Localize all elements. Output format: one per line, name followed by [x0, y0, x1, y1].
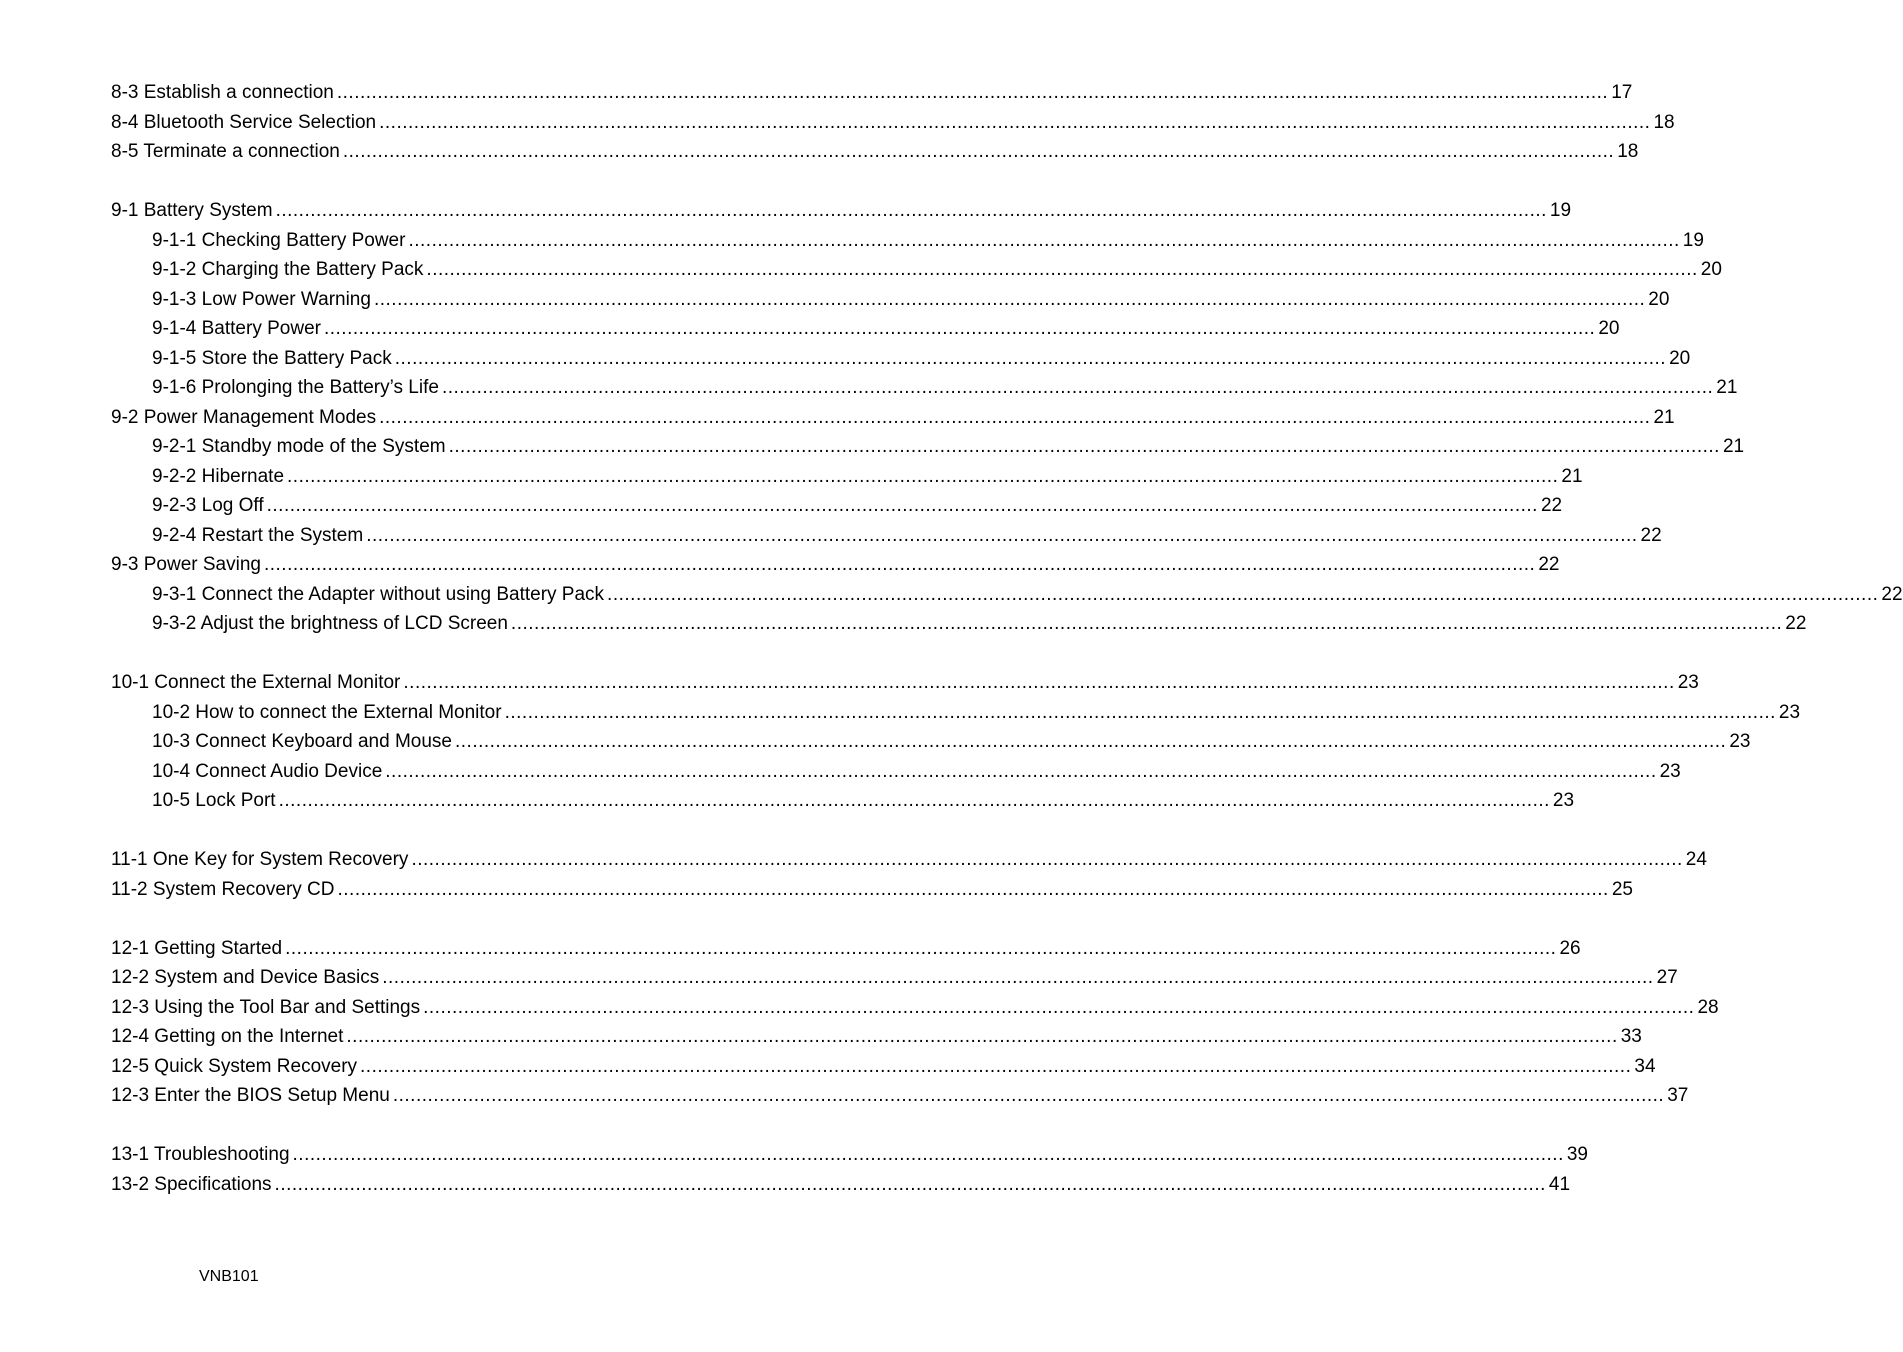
dot-leader: ............................................................................................................................................................................................................................ — [403, 672, 1675, 693]
toc-entry-page-number: 18 — [1653, 111, 1675, 133]
dot-leader: ............................................................................................................................................................................................................................ — [336, 82, 1609, 103]
dot-leader: ............................................................................................................................................................................................................................ — [392, 1085, 1665, 1106]
toc-entry-title: 8-4 Bluetooth Service Selection — [111, 111, 377, 133]
dot-leader: ............................................................................................................................................................................................................................ — [379, 406, 1651, 428]
dot-leader: ............................................................................................................................................................................................................................ — [346, 1026, 1618, 1047]
dot-leader: ............................................................................................................................................................................................................................ — [366, 524, 1638, 546]
toc-group — [111, 1140, 1588, 1199]
dot-leader: ............................................................................................................................................................................................................................ — [408, 229, 1680, 251]
toc-entry-page-number: 21 — [1653, 406, 1675, 428]
dot-leader: ............................................................................................................................................................................................................................ — [266, 495, 1538, 516]
toc-entry-page-number: 28 — [1697, 996, 1719, 1018]
toc-entry-title: 9-1-1 Checking Battery Power — [152, 229, 406, 251]
dot-leader: ............................................................................................................................................................................................................................ — [323, 318, 1596, 339]
toc-entry-page-number: 24 — [1685, 849, 1707, 870]
toc-entry-page-number: 18 — [1617, 141, 1639, 162]
toc-entry-page-number: 17 — [1611, 82, 1633, 103]
toc-entry-title: 12-5 Quick System Recovery — [111, 1055, 358, 1077]
toc-entry[interactable] — [111, 78, 1633, 108]
toc-entry-title: 9-2 Power Management Modes — [111, 406, 377, 428]
dot-leader: ............................................................................................................................................................................................................................ — [287, 465, 1559, 487]
dot-leader: ............................................................................................................................................................................................................................ — [448, 436, 1720, 457]
toc-entry-title: 9-1-4 Battery Power — [152, 318, 321, 339]
toc-group — [111, 668, 1801, 816]
toc-entry[interactable] — [111, 1081, 1689, 1111]
toc-entry-title: 10-4 Connect Audio Device — [152, 760, 383, 782]
toc-entry[interactable] — [111, 196, 1572, 226]
toc-entry-page-number: 20 — [1700, 259, 1722, 280]
toc-entry[interactable] — [111, 403, 1675, 433]
dot-leader: ............................................................................................................................................................................................................................ — [385, 760, 1657, 782]
toc-entry[interactable] — [111, 1052, 1656, 1082]
toc-entry-page-number: 22 — [1538, 554, 1560, 575]
toc-entry-title: 11-1 One Key for System Recovery — [111, 849, 409, 870]
dot-leader: ............................................................................................................................................................................................................................ — [382, 967, 1654, 988]
toc-entry[interactable] — [111, 432, 1745, 462]
toc-entry[interactable] — [111, 137, 1639, 167]
dot-leader: ............................................................................................................................................................................................................................ — [275, 200, 1547, 221]
dot-leader: ............................................................................................................................................................................................................................ — [263, 554, 1536, 575]
dot-leader: ............................................................................................................................................................................................................................ — [510, 613, 1783, 634]
toc-entry-title: 9-2-3 Log Off — [152, 495, 264, 516]
toc-entry-title: 13-1 Troubleshooting — [111, 1144, 290, 1165]
dot-leader: ............................................................................................................................................................................................................................ — [337, 878, 1609, 900]
toc-entry-page-number: 27 — [1656, 967, 1678, 988]
toc-entry-title: 9-3-2 Adjust the brightness of LCD Screen — [152, 613, 508, 634]
toc-entry-page-number: 21 — [1561, 465, 1583, 487]
dot-leader: ............................................................................................................................................................................................................................ — [454, 731, 1727, 752]
toc-entry-page-number: 23 — [1659, 760, 1681, 782]
toc-entry-title: 8-5 Terminate a connection — [111, 141, 340, 162]
toc-entry[interactable] — [111, 757, 1681, 787]
dot-leader: ............................................................................................................................................................................................................................ — [441, 377, 1714, 398]
toc-group — [111, 845, 1707, 904]
toc-entry-page-number: 22 — [1640, 524, 1662, 546]
toc-entry-page-number: 41 — [1548, 1173, 1571, 1195]
footer-model-label: VNB101 — [199, 1268, 259, 1285]
toc-entry[interactable] — [111, 580, 1903, 610]
toc-entry-title: 11-2 System Recovery CD — [111, 878, 335, 900]
toc-group — [111, 78, 1675, 167]
toc-entry-title: 9-2-1 Standby mode of the System — [152, 436, 446, 457]
toc-entry-page-number: 20 — [1669, 347, 1691, 369]
toc-entry[interactable] — [111, 255, 1722, 285]
toc-entry-title: 10-2 How to connect the External Monitor — [152, 701, 502, 723]
toc-entry-page-number: 22 — [1785, 613, 1807, 634]
dot-leader: ............................................................................................................................................................................................................................ — [426, 259, 1698, 280]
toc-entry[interactable] — [111, 285, 1670, 315]
toc-entry-title: 10-5 Lock Port — [152, 790, 276, 811]
toc-entry[interactable] — [111, 521, 1662, 551]
toc-entry-title: 9-1-2 Charging the Battery Pack — [152, 259, 424, 280]
toc-entry-page-number: 21 — [1722, 436, 1745, 457]
toc-entry-title: 9-1-3 Low Power Warning — [152, 288, 371, 310]
dot-leader: ............................................................................................................................................................................................................................ — [360, 1055, 1632, 1077]
toc-entry[interactable] — [111, 934, 1581, 964]
toc-entry-title: 12-1 Getting Started — [111, 937, 283, 959]
toc-entry[interactable] — [111, 491, 1563, 521]
toc-entry[interactable] — [111, 314, 1620, 344]
toc-entry-page-number: 22 — [1540, 495, 1563, 516]
toc-entry-title: 10-3 Connect Keyboard and Mouse — [152, 731, 452, 752]
dot-leader: ............................................................................................................................................................................................................................ — [607, 583, 1879, 605]
toc-entry[interactable] — [111, 993, 1719, 1023]
toc-entry-title: 12-2 System and Device Basics — [111, 967, 380, 988]
toc-entry-page-number: 34 — [1634, 1055, 1656, 1077]
toc-entry[interactable] — [111, 344, 1691, 374]
dot-leader: ............................................................................................................................................................................................................................ — [394, 347, 1667, 369]
toc-entry-page-number: 23 — [1552, 790, 1575, 811]
toc-entry[interactable] — [111, 108, 1675, 138]
toc-entry-page-number: 22 — [1881, 583, 1903, 605]
toc-entry[interactable] — [111, 550, 1560, 580]
toc-entry-page-number: 23 — [1778, 701, 1801, 723]
toc-entry-page-number: 20 — [1648, 288, 1670, 310]
toc-entry[interactable] — [111, 727, 1751, 757]
toc-entry[interactable] — [111, 786, 1575, 816]
toc-entry[interactable] — [111, 1022, 1642, 1052]
toc-group — [111, 934, 1719, 1111]
toc-entry-title: 9-2-2 Hibernate — [152, 465, 285, 487]
toc-entry-page-number: 33 — [1620, 1026, 1642, 1047]
toc-entry-page-number: 23 — [1677, 672, 1699, 693]
dot-leader: ............................................................................................................................................................................................................................ — [342, 141, 1615, 162]
dot-leader: ............................................................................................................................................................................................................................ — [423, 996, 1695, 1018]
toc-entry[interactable] — [111, 845, 1707, 875]
toc-entry-title: 9-1-6 Prolonging the Battery’s Life — [152, 377, 439, 398]
dot-leader: ............................................................................................................................................................................................................................ — [285, 937, 1557, 959]
toc-entry-title: 8-3 Establish a connection — [111, 82, 334, 103]
table-of-contents — [111, 78, 1903, 1229]
toc-entry[interactable] — [111, 698, 1801, 728]
toc-entry-title: 10-1 Connect the External Monitor — [111, 672, 401, 693]
toc-entry-title: 9-2-4 Restart the System — [152, 524, 364, 546]
toc-entry[interactable] — [111, 668, 1699, 698]
dot-leader: ............................................................................................................................................................................................................................ — [504, 701, 1776, 723]
toc-entry-title: 9-3 Power Saving — [111, 554, 261, 575]
toc-entry-title: 9-3-1 Connect the Adapter without using Battery Pack — [152, 583, 605, 605]
toc-entry-title: 12-4 Getting on the Internet — [111, 1026, 344, 1047]
toc-entry-page-number: 20 — [1598, 318, 1620, 339]
dot-leader: ............................................................................................................................................................................................................................ — [411, 849, 1683, 870]
toc-entry-title: 9-1-5 Store the Battery Pack — [152, 347, 392, 369]
toc-entry[interactable] — [111, 462, 1583, 492]
toc-entry-page-number: 39 — [1566, 1144, 1588, 1165]
toc-entry[interactable] — [111, 1170, 1571, 1200]
toc-entry-title: 12-3 Using the Tool Bar and Settings — [111, 996, 421, 1018]
dot-leader: ............................................................................................................................................................................................................................ — [373, 288, 1646, 310]
toc-group — [111, 196, 1903, 639]
toc-entry[interactable] — [111, 963, 1678, 993]
toc-entry[interactable] — [111, 1140, 1588, 1170]
toc-entry-page-number: 23 — [1729, 731, 1751, 752]
toc-entry[interactable] — [111, 609, 1807, 639]
toc-entry-page-number: 19 — [1549, 200, 1572, 221]
toc-entry-page-number: 19 — [1682, 229, 1704, 251]
toc-entry[interactable] — [111, 875, 1633, 905]
toc-entry-title: 12-3 Enter the BIOS Setup Menu — [111, 1085, 390, 1106]
dot-leader: ............................................................................................................................................................................................................................ — [274, 1173, 1546, 1195]
toc-entry-page-number: 26 — [1559, 937, 1581, 959]
toc-entry[interactable] — [111, 226, 1704, 256]
dot-leader: ............................................................................................................................................................................................................................ — [278, 790, 1550, 811]
toc-entry-title: 9-1 Battery System — [111, 200, 273, 221]
toc-entry-page-number: 37 — [1667, 1085, 1689, 1106]
toc-entry-page-number: 21 — [1716, 377, 1738, 398]
dot-leader: ............................................................................................................................................................................................................................ — [292, 1144, 1564, 1165]
toc-entry-title: 13-2 Specifications — [111, 1173, 272, 1195]
toc-entry-page-number: 25 — [1611, 878, 1633, 900]
dot-leader: ............................................................................................................................................................................................................................ — [379, 111, 1651, 133]
toc-entry[interactable] — [111, 373, 1738, 403]
